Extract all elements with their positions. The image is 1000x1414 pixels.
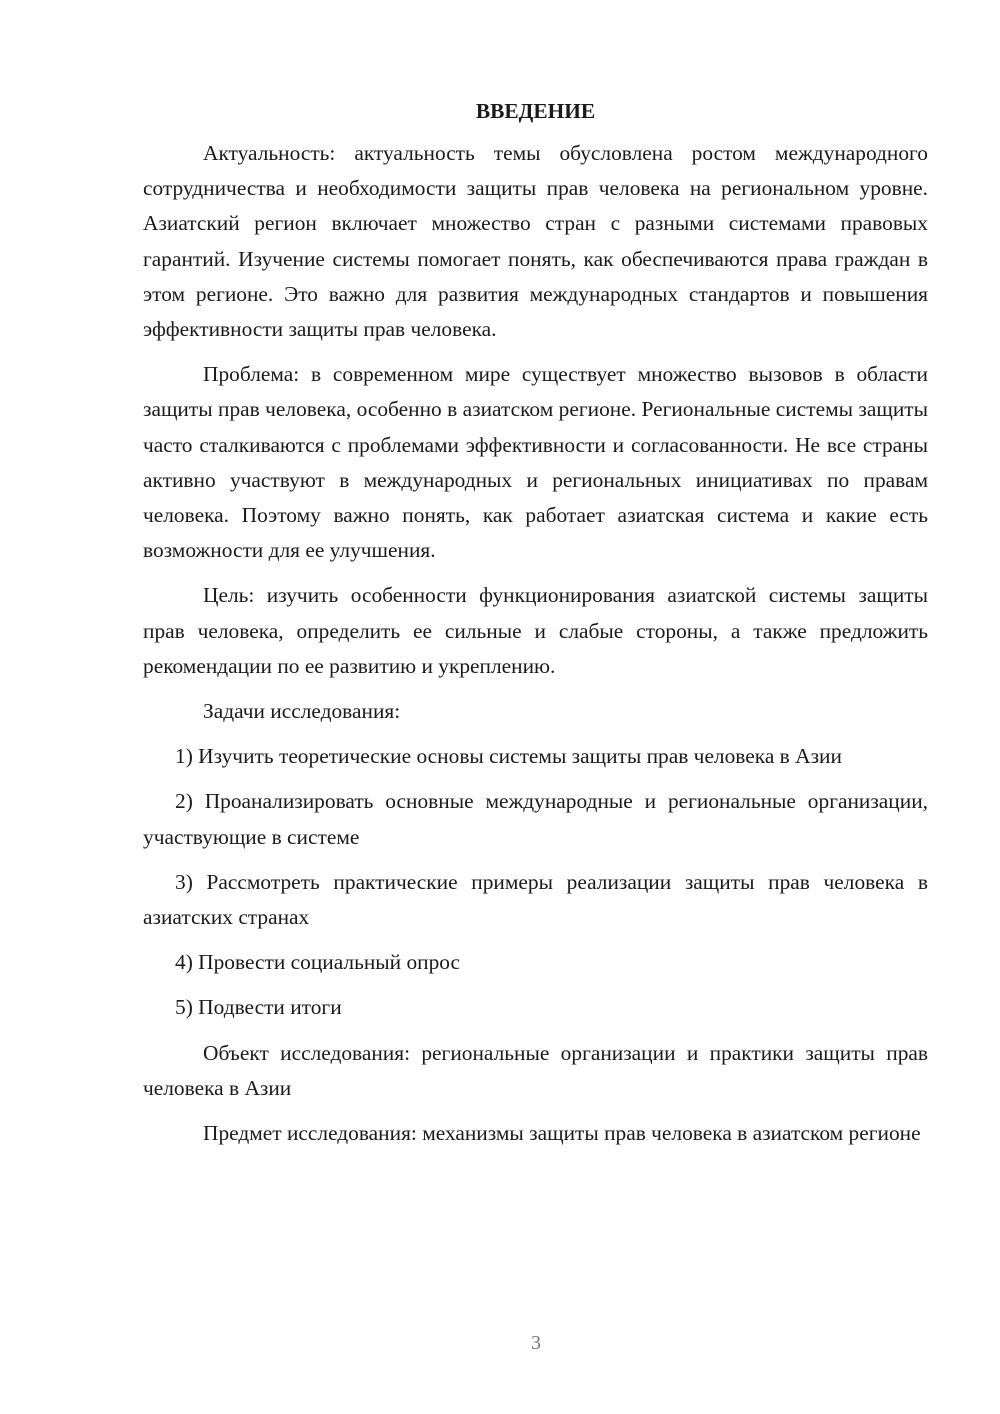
document-page (143, 94, 928, 1161)
paragraph-object: Объект исследования: региональные организации и практики защиты прав человека в Азии (143, 1040, 928, 1100)
task-item-1: 1) Изучить теоретические основы системы защиты прав человека в Азии (175, 744, 842, 769)
task-item-3: 3) Рассмотреть практические примеры реализации защиты прав человека в азиатских странах (143, 869, 928, 930)
page-title: ВВЕДЕНИЕ (475, 99, 596, 123)
paragraph-tasks-heading: Задачи исследования: (203, 699, 401, 724)
paragraph-subject: Предмет исследования: механизмы защиты прав человека в азиатском регионе (203, 1121, 921, 1146)
page-number: 3 (531, 1332, 541, 1354)
task-item-5: 5) Подвести итоги (175, 995, 342, 1020)
paragraph-goal: Цель: изучить особенности функционирования азиатской системы защиты прав человека, определить ее сильные и слабые стороны, а также предложить рекомендации по ее развитию и укреплению. (143, 583, 928, 678)
task-item-2: 2) Проанализировать основные международные и региональные организации, участвующие в системе (143, 789, 928, 849)
paragraph-problem: Проблема: в современном мире существует множество вызовов в области защиты прав человека, особенно в азиатском регионе. Региональные системы защиты часто сталкиваются с проблемами эффективности и согласованности. Не все страны активно участвуют в международных и региональных инициативах по правам человека. Поэтому важно понять, как работает азиатская система и какие есть возможности для ее улучшения. (143, 362, 928, 563)
paragraph-relevance: Актуальность: актуальность темы обусловлена ростом международного сотрудничества и необходимости защиты прав человека на региональном уровне. Азиатский регион включает множество стран с разными системами правовых гарантий. Изучение системы помогает понять, как обеспечиваются права граждан в этом регионе. Это важно для развития международных стандартов и повышения эффективности защиты прав человека. (143, 141, 928, 342)
task-item-4: 4) Провести социальный опрос (175, 950, 461, 975)
